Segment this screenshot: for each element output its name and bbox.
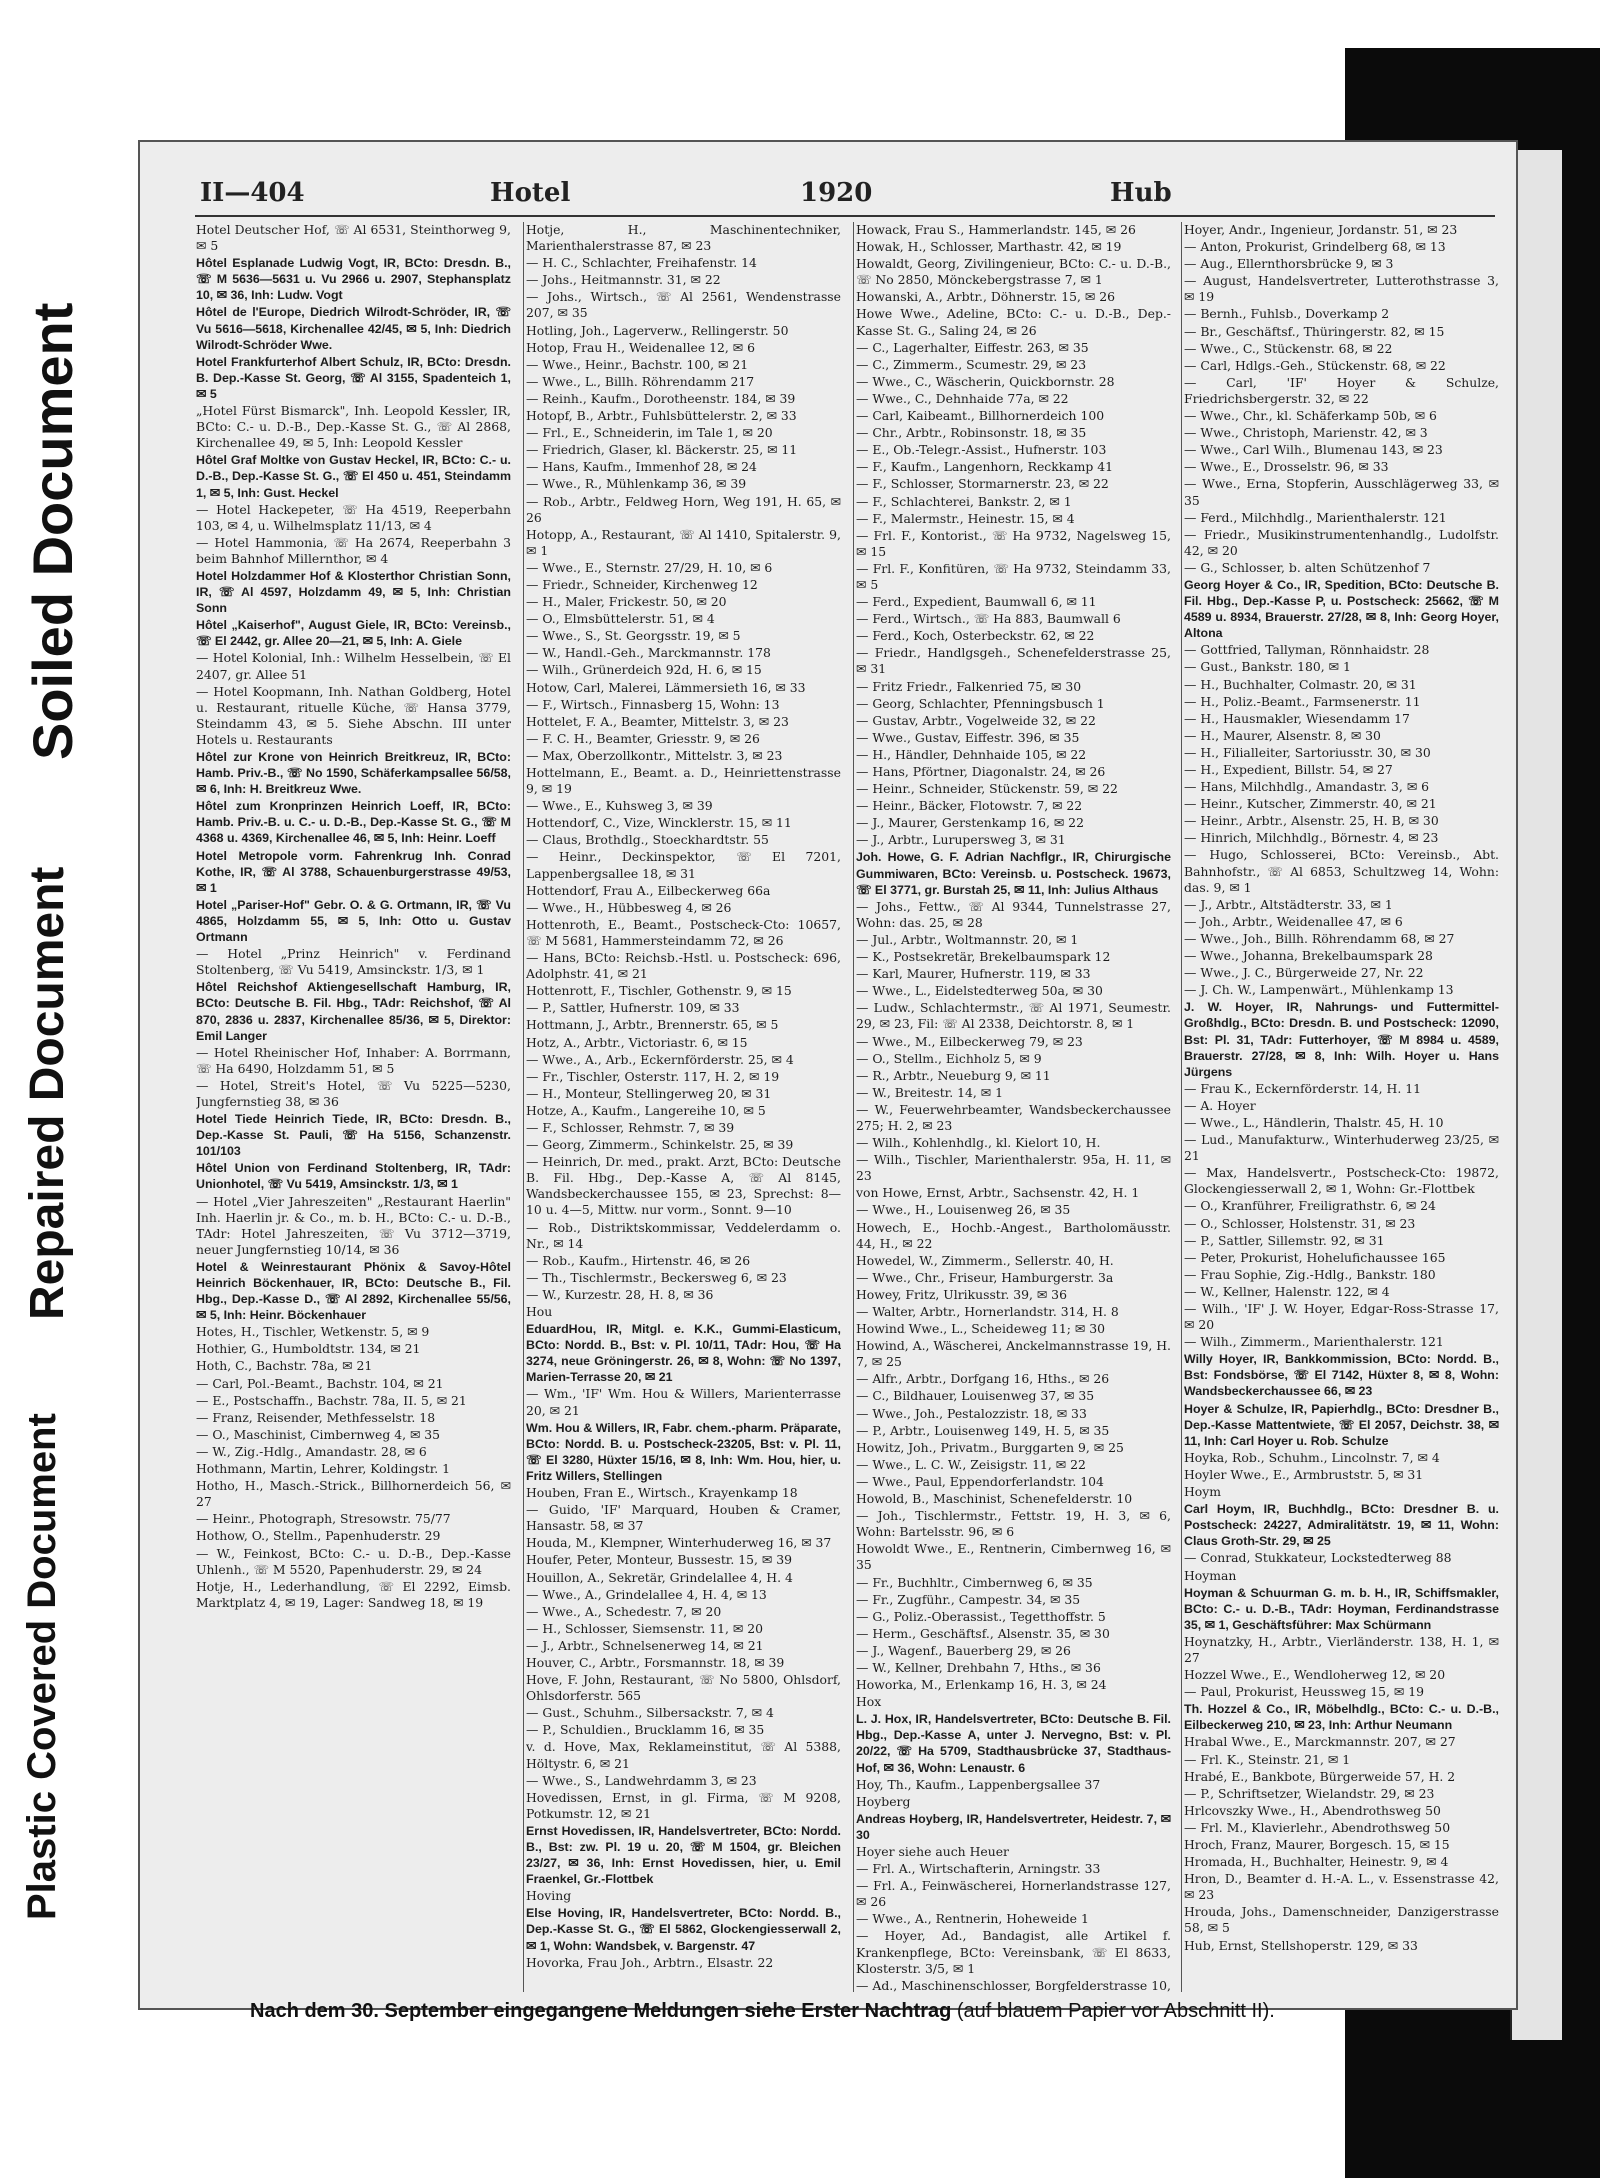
directory-entry: — F., Kaufm., Langenhorn, Reckkamp 41 — [856, 459, 1114, 475]
directory-entry: Hotel Metropole vorm. Fahrenkrug Inh. Conrad Kothe, IR, ☏ Al 3788, Schauenburgerstrasse 49/53, ✉ 1 — [196, 848, 511, 895]
header-left-word: Hotel — [490, 178, 571, 208]
directory-entry: — H., Filialleiter, Sartoriusstr. 30, ✉ 30 — [1184, 744, 1431, 760]
directory-entry: — Hans, BCto: Reichsb.-Hstl. u. Postscheck: 696, Adolphstr. 41, ✉ 21 — [526, 950, 841, 982]
directory-entry: — W., Kurzestr. 28, H. 8, ✉ 36 — [526, 1286, 714, 1302]
directory-entry: — Aug., Ellernthorsbrücke 9, ✉ 3 — [1184, 256, 1394, 272]
directory-entry: Howold, B., Maschinist, Schenefelderstr. 10 — [856, 1491, 1133, 1507]
directory-entry: Howe Wwe., Adeline, BCto: C.- u. D.-B., Dep.-Kasse St. G., Saling 24, ✉ 26 — [856, 306, 1171, 338]
directory-entry: Howorka, M., Erlenkamp 16, H. 3, ✉ 24 — [856, 1677, 1107, 1693]
directory-entry: — Hotel Rheinischer Hof, Inhaber: A. Borrmann, ☏ Ha 6490, Holzdamm 51, ✉ 5 — [196, 1044, 511, 1076]
directory-entry: — Ferd., Wirtsch., ☏ Ha 883, Baumwall 6 — [856, 611, 1121, 627]
directory-entry: — Wwe., H., Louisenweg 26, ✉ 35 — [856, 1202, 1071, 1218]
directory-entry: Hotel Tiede Heinrich Tiede, IR, BCto: Dresdn. B., Dep.-Kasse St. Pauli, ☏ Ha 5156, Schanzenstr. 101/103 — [196, 1112, 511, 1159]
directory-entry: — Wwe., C., Stückenstr. 68, ✉ 22 — [1184, 340, 1393, 356]
directory-entry: Hou — [526, 1304, 553, 1319]
directory-entry: — Hotel Kolonial, Inh.: Wilhelm Hesselbein, ☏ El 2407, gr. Allee 51 — [196, 650, 511, 682]
directory-entry: Hoyer & Schulze, IR, Papierhdlg., BCto: Dresdner B., Dep.-Kasse Mattentwiete, ☏ El 2057, Deichstr. 38, ✉ 11, Inh: Carl Hoyer u. Rob. Schulze — [1184, 1401, 1499, 1448]
directory-entry: — Friedr., Schneider, Kirchenweg 12 — [526, 576, 758, 592]
directory-entry: — F., Wirtsch., Finnasberg 15, Wohn: 13 — [526, 696, 780, 712]
directory-entry: Hottelmann, E., Beamt. a. D., Heinriettenstrasse 9, ✉ 19 — [526, 765, 841, 797]
directory-entry: Hôtel zum Kronprinzen Heinrich Loeff, IR, BCto: Hamb. Priv.-B. u. C.- u. D.-B., Dep.-Kasse St. G., ☏ M 4368 u. 4369, Kirchenallee 46, ✉ 5, Inh: Heinr. Loeff — [196, 799, 511, 846]
directory-entry: — Wwe., E., Sternstr. 27/29, H. 10, ✉ 6 — [526, 559, 773, 575]
column-3 — [856, 222, 1171, 1992]
directory-entry: — O., Maschinist, Cimbernweg 4, ✉ 35 — [196, 1426, 441, 1442]
directory-entry: — August, Handelsvertreter, Lutterothstrasse 3, ✉ 19 — [1184, 273, 1499, 305]
directory-entry: — Hotel „Vier Jahreszeiten" „Restaurant Haerlin" Inh. Haerlin jr. & Co., m. b. H., BCto: C.- u. D.-B., TAdr: Hotel Jahreszeiten, ☏ Vu 3712—3719, neuer Jungfernstieg 10/14, ✉ 36 — [196, 1193, 511, 1257]
directory-entry: — G., Schlosser, b. alten Schützenhof 7 — [1184, 559, 1431, 575]
directory-entry: — E., Postschaffn., Bachstr. 78a, II. 5, ✉ 21 — [196, 1392, 467, 1408]
directory-entry: L. J. Hox, IR, Handelsvertreter, BCto: Deutsche B. Fil. Hbg., Dep.-Kasse A, unter J. Nervegno, Bst: v. Pl. 20/22, ☏ Ha 5709, Stadthausbrücke 37, Stadthaus-Hof, ✉ 36, Wohn: Lenaustr. 6 — [856, 1712, 1171, 1775]
directory-entry: Howaldt, Georg, Zivilingenieur, BCto: C.- u. D.-B., ☏ No 2850, Mönckebergstrasse 7, ✉ 1 — [856, 256, 1171, 288]
directory-entry: — J. Ch. W., Lampenwärt., Mühlenkamp 13 — [1184, 982, 1454, 998]
directory-entry: — Hotel Hackepeter, ☏ Ha 4519, Reeperbahn 103, ✉ 4, u. Wilhelmsplatz 11/13, ✉ 4 — [196, 501, 511, 533]
directory-entry: — Hans, Pförtner, Diagonalstr. 24, ✉ 26 — [856, 764, 1106, 779]
directory-entry: — P., Schriftsetzer, Wielandstr. 29, ✉ 23 — [1184, 1785, 1435, 1801]
directory-entry: „Hotel Fürst Bismarck", Inh. Leopold Kessler, IR, BCto: C.- u. D.-B., Dep.-Kasse St. G., ☏ Al 2868, Kirchenallee 49, ✉ 5, Inh: Leopold Kessler — [196, 403, 511, 451]
directory-entry: Hotje, H., Lederhandlung, ☏ El 2292, Eimsb. Marktplatz 4, ✉ 19, Lager: Sandweg 18, ✉ 19 — [196, 1578, 511, 1610]
directory-entry: — Friedr., Handlgsgeh., Schenefelderstrasse 25, ✉ 31 — [856, 645, 1171, 677]
header-right-word: Hub — [1110, 178, 1172, 208]
directory-entry: Hottenrott, F., Tischler, Gothenstr. 9, ✉ 15 — [526, 983, 792, 999]
directory-entry: — Bernh., Fuhlsb., Doverkamp 2 — [1184, 306, 1390, 322]
directory-entry: — O., Schlosser, Holstenstr. 31, ✉ 23 — [1184, 1215, 1416, 1231]
directory-entry: Hotel Frankfurterhof Albert Schulz, IR, BCto: Dresdn. B. Dep.-Kasse St. Georg, ☏ Al 3155, Spadenteich 1, ✉ 5 — [196, 354, 511, 401]
directory-entry: Houillon, A., Sekretär, Grindelallee 4, H. 4 — [526, 1569, 793, 1585]
directory-entry: — W., Kellner, Halenstr. 122, ✉ 4 — [1184, 1283, 1390, 1299]
directory-entry: — W., Feinkost, BCto: C.- u. D.-B., Dep.-Kasse Uhlenh., ☏ M 5520, Papenhuderstr. 29, ✉ 24 — [196, 1545, 511, 1577]
directory-entry: Hôtel Esplanade Ludwig Vogt, IR, BCto: Dresdn. B., ☏ M 5636—5631 u. Vu 2966 u. 2907, Stephansplatz 10, ✉ 36, Inh: Ludw. Vogt — [196, 256, 511, 303]
directory-entry: — P., Arbtr., Louisenweg 149, H. 5, ✉ 35 — [856, 1422, 1110, 1438]
directory-entry: — Wilh., Zimmerm., Marienthalerstr. 121 — [1184, 1334, 1444, 1350]
directory-entry: — Guido, 'IF' Marquard, Houben & Cramer, Hansastr. 58, ✉ 37 — [526, 1502, 841, 1534]
directory-entry: Hothmann, Martin, Lehrer, Koldingstr. 1 — [196, 1461, 451, 1477]
directory-entry: — H., Monteur, Stellingerweg 20, ✉ 31 — [526, 1085, 772, 1101]
directory-entry: EduardHou, IR, Mitgl. e. K.K., Gummi-Elasticum, BCto: Nordd. B., Bst: v. Pl. 10/11, TAdr: Hou, ☏ Ha 3274, neue Gröningerstr. 26, ✉ 8, Wohn: ☏ No 1397, Marien-Terrasse 20, ✉ 21 — [526, 1322, 841, 1385]
directory-entry: — P., Sattler, Sillemstr. 92, ✉ 31 — [1184, 1232, 1385, 1248]
directory-entry: Hrabé, E., Bankbote, Bürgerweide 57, H. 2 — [1184, 1768, 1456, 1784]
directory-entry: — Hans, Milchhdlg., Amandastr. 3, ✉ 6 — [1184, 779, 1430, 795]
directory-entry: — Georg, Zimmerm., Schinkelstr. 25, ✉ 39 — [526, 1137, 794, 1153]
directory-entry: Hovedissen, Ernst, in gl. Firma, ☏ M 9208, Potkumstr. 12, ✉ 21 — [526, 1789, 841, 1821]
directory-entry: — Gustav, Arbtr., Vogelweide 32, ✉ 22 — [856, 712, 1096, 728]
directory-entry: — Wwe., Johanna, Brekelbaumspark 28 — [1184, 948, 1433, 964]
directory-entry: — Fritz Friedr., Falkenried 75, ✉ 30 — [856, 678, 1082, 694]
directory-entry: — Heinrich, Dr. med., prakt. Arzt, BCto: Deutsche B. Fil. Hbg., Dep.-Kasse A, ☏ Al 8145, Wandsbeckerchaussee 155, ✉ 23, Sprechst: 8—10 u. 4—5, Mittw. nur vorm., Sonnt. 9—10 — [526, 1154, 841, 1218]
directory-entry: — Friedrich, Glaser, kl. Bäckerstr. 25, ✉ 11 — [526, 442, 798, 458]
directory-entry: — Wwe., Joh., Billh. Röhrendamm 68, ✉ 27 — [1184, 930, 1455, 946]
column-2 — [526, 222, 841, 1992]
page-number: II—404 — [200, 178, 305, 208]
directory-entry: — Wwe., H., Hübbesweg 4, ✉ 26 — [526, 899, 732, 915]
directory-entry: — H., Maler, Frickestr. 50, ✉ 20 — [526, 594, 727, 610]
directory-entry: — Wwe., Erna, Stopferin, Ausschlägerweg 33, ✉ 35 — [1184, 476, 1499, 508]
directory-entry: Georg Hoyer & Co., IR, Spedition, BCto: Deutsche B. Fil. Hbg., Dep.-Kasse P, u. Postscheck: 25662, ☏ M 4589 u. 8934, Brauerstr. 27/28, ✉ 8, Inh: Georg Hoyer, Altona — [1184, 577, 1499, 641]
directory-entry: — K., Postsekretär, Brekelbaumspark 12 — [856, 949, 1111, 965]
directory-entry: Howak, H., Schlosser, Marthastr. 42, ✉ 19 — [856, 239, 1122, 255]
directory-entry: — O., Elmsbüttelerstr. 51, ✉ 4 — [526, 611, 715, 627]
directory-entry: — Carl, Pol.-Beamt., Bachstr. 104, ✉ 21 — [196, 1375, 444, 1391]
directory-entry: — Claus, Brothdlg., Stoeckhardtstr. 55 — [526, 832, 769, 848]
directory-entry: — Gust., Schuhm., Silbersackstr. 7, ✉ 4 — [526, 1705, 774, 1721]
directory-entry: Hovorka, Frau Joh., Arbtrn., Elsastr. 22 — [526, 1954, 774, 1970]
directory-entry: — Rob., Distriktskommissar, Veddelerdamm o. Nr., ✉ 14 — [526, 1219, 841, 1251]
directory-entry: — Heinr., Schneider, Stückenstr. 59, ✉ 22 — [856, 781, 1118, 797]
directory-entry: — Wwe., Gustav, Eiffestr. 396, ✉ 35 — [856, 729, 1080, 745]
directory-entry: — Frl. A., Feinwäscherei, Hornerlandstrasse 127, ✉ 26 — [856, 1878, 1171, 1910]
directory-entry: Howech, E., Hochb.-Angest., Bartholomäusstr. 44, H., ✉ 22 — [856, 1219, 1171, 1251]
column-4 — [1184, 222, 1499, 1992]
directory-entry: Hotes, H., Tischler, Wetkenstr. 5, ✉ 9 — [196, 1324, 430, 1340]
directory-entry: — H., Poliz.-Beamt., Farmsenerstr. 11 — [1184, 693, 1421, 709]
directory-entry: — Wwe., C., Dehnhaide 77a, ✉ 22 — [856, 390, 1069, 406]
directory-entry: — Wwe., C., Wäscherin, Quickbornstr. 28 — [856, 373, 1115, 389]
directory-entry: — F., Schlosser, Rehmstr. 7, ✉ 39 — [526, 1119, 735, 1135]
directory-entry: — Rob., Arbtr., Feldweg Horn, Weg 191, H. 65, ✉ 26 — [526, 493, 841, 525]
directory-entry: — Joh., Arbtr., Weidenallee 47, ✉ 6 — [1184, 913, 1403, 929]
directory-entry: — P., Sattler, Hufnerstr. 109, ✉ 33 — [526, 1000, 740, 1016]
directory-entry: — H., Buchhalter, Colmastr. 20, ✉ 31 — [1184, 676, 1417, 692]
directory-entry: Howind, A., Wäscherei, Anckelmannstrasse 19, H. 7, ✉ 25 — [856, 1338, 1171, 1370]
directory-entry: — Hinrich, Milchhdlg., Börnestr. 4, ✉ 23 — [1184, 830, 1439, 846]
header-rule — [195, 215, 1495, 217]
directory-entry: Hoyer, Andr., Ingenieur, Jordanstr. 51, ✉ 23 — [1184, 222, 1458, 237]
directory-entry: Hoth, C., Bachstr. 78a, ✉ 21 — [196, 1358, 373, 1374]
directory-entry: — Conrad, Stukkateur, Lockstedterweg 88 — [1184, 1550, 1452, 1566]
condition-labels — [20, 200, 110, 1920]
directory-entry: — Reinh., Kaufm., Dorotheenstr. 184, ✉ 39 — [526, 390, 796, 406]
directory-entry: — Wwe., E., Drosselstr. 96, ✉ 33 — [1184, 459, 1389, 475]
directory-entry: Howack, Frau S., Hammerlandstr. 145, ✉ 26 — [856, 222, 1136, 237]
directory-entry: — H. C., Schlachter, Freihafenstr. 14 — [526, 255, 757, 271]
directory-entry: J. W. Hoyer, IR, Nahrungs- und Futtermittel-Großhdlg., BCto: Dresdn. B. und Postscheck: 12090, Bst: Pl. 31, TAdr: Futterhoyer, ☏ M 8984 u. 4589, Brauerstr. 27/28, ✉ 8, Inh: Wilh. Hoyer u. Hans Jürgens — [1184, 1000, 1499, 1079]
directory-entry: — Wwe., Joh., Pestalozzistr. 18, ✉ 33 — [856, 1405, 1087, 1421]
directory-entry: — Alfr., Arbtr., Dorfgang 16, Hths., ✉ 26 — [856, 1371, 1110, 1387]
directory-entry: — P., Schuldien., Brucklamm 16, ✉ 35 — [526, 1722, 765, 1738]
directory-entry: — O., Stellm., Eichholz 5, ✉ 9 — [856, 1050, 1042, 1066]
directory-entry: — F., Schlachterei, Bankstr. 2, ✉ 1 — [856, 493, 1072, 509]
directory-entry: — J., Maurer, Gerstenkamp 16, ✉ 22 — [856, 815, 1084, 831]
directory-entry: Andreas Hoyberg, IR, Handelsvertreter, Heidestr. 7, ✉ 30 — [856, 1811, 1171, 1842]
directory-entry: — R., Arbtr., Neueburg 9, ✉ 11 — [856, 1067, 1051, 1083]
header-year: 1920 — [800, 178, 873, 208]
directory-entry: Howitz, Joh., Privatm., Burggarten 9, ✉ 25 — [856, 1439, 1124, 1455]
directory-entry: — Joh., Tischlermstr., Fettstr. 19, H. 3, ✉ 6, Wohn: Bartelsstr. 96, ✉ 6 — [856, 1508, 1171, 1540]
directory-entry: — Lud., Manufakturw., Winterhuderweg 23/25, ✉ 21 — [1184, 1132, 1499, 1164]
directory-entry: Hotel Deutscher Hof, ☏ Al 6531, Steinthorweg 9, ✉ 5 — [196, 222, 511, 254]
directory-entry: — Wwe., E., Kuhsweg 3, ✉ 39 — [526, 798, 713, 814]
directory-entry: — Wwe., M., Eilbeckerweg 79, ✉ 23 — [856, 1033, 1083, 1049]
directory-entry: Hotho, H., Masch.-Strick., Billhornerdeich 56, ✉ 27 — [196, 1478, 511, 1510]
directory-entry: von Howe, Ernst, Arbtr., Sachsenstr. 42, H. 1 — [856, 1185, 1140, 1201]
directory-entry: — Wwe., A., Grindelallee 4, H. 4, ✉ 13 — [526, 1586, 767, 1602]
directory-entry: Hotel „Pariser-Hof" Gebr. O. & G. Ortmann, IR, ☏ Vu 4865, Holzdamm 55, ✉ 5, Inh: Otto u. Gustav Ortmann — [196, 897, 511, 945]
directory-entry: — Wwe., Chr., kl. Schäferkamp 50b, ✉ 6 — [1184, 408, 1437, 424]
directory-entry: Else Hoving, IR, Handelsvertreter, BCto: Nordd. B., Dep.-Kasse St. G., ☏ El 5862, Glockengiesserwall 2, ✉ 1, Wohn: Wandsbek, v. Bargenstr. 47 — [526, 1906, 841, 1953]
directory-entry: Hottendorf, C., Vize, Wincklerstr. 15, ✉ 11 — [526, 815, 792, 831]
directory-entry: — Wilh., Tischler, Marienthalerstr. 95a, H. 11, ✉ 23 — [856, 1152, 1171, 1184]
directory-entry: — W., Handl.-Geh., Marckmannstr. 178 — [526, 645, 771, 661]
directory-entry: — H., Händler, Dehnhaide 105, ✉ 22 — [856, 746, 1087, 762]
directory-entry: — Frau Sophie, Zig.-Hdlg., Bankstr. 180 — [1184, 1266, 1436, 1282]
directory-entry: Hrabal Wwe., E., Marckmannstr. 207, ✉ 27 — [1184, 1734, 1456, 1750]
directory-entry: Hotel & Weinrestaurant Phönix & Savoy-Hôtel Heinrich Böckenhauer, IR, BCto: Deutsche B., Fil. Hbg., Dep.-Kasse D., ☏ Al 2892, Kirchenallee 55/56, ✉ 5, Inh: Heinr. Böckenhauer — [196, 1259, 511, 1323]
directory-entry: Hottmann, J., Arbtr., Brennerstr. 65, ✉ 5 — [526, 1017, 779, 1033]
directory-entry: — Wwe., L., Billh. Röhrendamm 217 — [526, 373, 755, 389]
directory-entry: — Wwe., L., Eidelstedterweg 50a, ✉ 30 — [856, 983, 1103, 999]
directory-entry: — Carl, Kaibeamt., Billhornerdeich 100 — [856, 408, 1105, 424]
directory-entry: — J., Arbtr., Lurupersweg 3, ✉ 31 — [856, 832, 1066, 848]
directory-entry: Hotje, H., Maschinentechniker, Marienthalerstrasse 87, ✉ 23 — [526, 222, 841, 254]
footer-bold: Nach dem 30. September eingegangene Meldungen siehe Erster Nachtrag — [250, 2000, 952, 2022]
directory-entry: — Wwe., Carl Wilh., Blumenau 143, ✉ 23 — [1184, 442, 1443, 458]
directory-entry: — W., Feuerwehrbeamter, Wandsbeckerchaussee 275; H. 2, ✉ 23 — [856, 1101, 1171, 1133]
directory-entry: — Heinr., Arbtr., Alsenstr. 25, H. B, ✉ 30 — [1184, 813, 1439, 829]
directory-entry: Carl Hoym, IR, Buchhdlg., BCto: Dresdner B. u. Postscheck: 24227, Admiralitätstr. 19, ✉ 11, Wohn: Claus Groth-Str. 29, ✉ 25 — [1184, 1502, 1499, 1549]
label-repaired: Repaired Document — [21, 866, 74, 1320]
directory-entry: — J., Arbtr., Altstädterstr. 33, ✉ 1 — [1184, 896, 1393, 912]
directory-entry: Hrlcovszky Wwe., H., Abendrothsweg 50 — [1184, 1802, 1441, 1818]
directory-entry: — Hugo, Schlosserei, BCto: Vereinsb., Abt. Bahnhofstr., ☏ Al 6853, Schultzweg 14, Wohn: das. 9, ✉ 1 — [1184, 847, 1499, 895]
directory-entry: — Jul., Arbtr., Woltmannstr. 20, ✉ 1 — [856, 931, 1079, 947]
directory-entry: — Georg, Schlachter, Pfenningsbusch 1 — [856, 695, 1105, 711]
directory-entry: — Johs., Fettw., ☏ Al 9344, Tunnelstrasse 27, Wohn: das. 25, ✉ 28 — [856, 898, 1171, 930]
directory-entry: Howind Wwe., L., Scheideweg 11; ✉ 30 — [856, 1321, 1105, 1337]
directory-entry: Joh. Howe, G. F. Adrian Nachflgr., IR, Chirurgische Gummiwaren, BCto: Vereinsb. u. Postscheck. 19673, ☏ El 3771, gr. Burstah 25, ✉ 11, Inh: Julius Althaus — [856, 850, 1171, 897]
directory-entry: Hôtel de l'Europe, Diedrich Wilrodt-Schröder, IR, ☏ Vu 5616—5618, Kirchenallee 42/45, ✉ 5, Inh: Diedrich Wilrodt-Schröder Wwe. — [196, 305, 511, 352]
directory-columns — [196, 222, 1499, 1992]
directory-entry: Hothow, O., Stellm., Papenhuderstr. 29 — [196, 1528, 441, 1544]
directory-entry: — Gottfried, Tallyman, Rönnhaidstr. 28 — [1184, 642, 1430, 658]
directory-entry: Howanski, A., Arbtr., Döhnerstr. 15, ✉ 26 — [856, 289, 1115, 305]
directory-entry: v. d. Hove, Max, Reklameinstitut, ☏ Al 5388, Höltystr. 6, ✉ 21 — [526, 1739, 841, 1771]
directory-entry: — Frl. M., Klavierlehr., Abendrothsweg 50 — [1184, 1819, 1451, 1835]
directory-entry: — Wilh., 'IF' J. W. Hoyer, Edgar-Ross-Strasse 17, ✉ 20 — [1184, 1301, 1499, 1333]
directory-entry: Hottelet, F. A., Beamter, Mittelstr. 3, ✉ 23 — [526, 713, 789, 729]
directory-entry: Houda, M., Klempner, Winterhuderweg 16, ✉ 37 — [526, 1535, 832, 1551]
directory-entry: — Ad., Maschinenschlosser, Borgfelderstrasse 10, — [856, 1977, 1171, 1992]
directory-entry: Hôtel „Kaiserhof", August Giele, IR, BCto: Vereinsb., ☏ El 2442, gr. Allee 20—21, ✉ 5, Inh: A. Giele — [196, 618, 511, 649]
directory-entry: Hoy, Th., Kaufm., Lappenbergsallee 37 — [856, 1776, 1101, 1792]
directory-entry: — Frl. A., Wirtschafterin, Arningstr. 33 — [856, 1861, 1101, 1877]
directory-entry: — Franz, Reisender, Methfesselstr. 18 — [196, 1409, 436, 1425]
directory-entry: Hoyler Wwe., E., Armbruststr. 5, ✉ 31 — [1184, 1466, 1424, 1482]
directory-entry: — J., Arbtr., Schnelsenerweg 14, ✉ 21 — [526, 1637, 764, 1653]
directory-entry: — Ludw., Schlachtermstr., ☏ Al 1971, Seumestr. 29, ✉ 23, Fil: ☏ Al 2338, Deichtorstr. 8, ✉ 1 — [856, 1000, 1171, 1032]
directory-entry: — H., Hausmakler, Wiesendamm 17 — [1184, 710, 1410, 726]
directory-entry: Hôtel Reichshof Aktiengesellschaft Hamburg, IR, BCto: Deutsche B. Fil. Hbg., TAdr: Reichshof, ☏ Al 870, 2836 u. 2837, Kirchenallee 85/36, ✉ 5, Direktor: Emil Langer — [196, 980, 511, 1043]
footer-note — [250, 2000, 1400, 2023]
directory-entry: Hôtel Union von Ferdinand Stoltenberg, IR, TAdr: Unionhotel, ☏ Vu 5419, Amsinckstr. 1/3, ✉ 1 — [196, 1161, 511, 1192]
directory-entry: Howoldt Wwe., E., Rentnerin, Cimbernweg 16, ✉ 35 — [856, 1541, 1171, 1573]
directory-entry: Hoyman — [1184, 1567, 1237, 1583]
directory-entry: Hoving — [526, 1888, 572, 1904]
directory-entry: — Th., Tischlermstr., Beckersweg 6, ✉ 23 — [526, 1269, 787, 1285]
directory-entry: — Heinr., Bäcker, Flotowstr. 7, ✉ 22 — [856, 798, 1083, 814]
directory-entry: — H., Schlosser, Siemsenstr. 11, ✉ 20 — [526, 1620, 763, 1636]
directory-entry: Willy Hoyer, IR, Bankkommission, BCto: Nordd. B., Bst: Fondsbörse, ☏ El 7142, Hüxter 8, ✉ 8, Wohn: Wandsbeckerchaussee 66, ✉ 23 — [1184, 1352, 1499, 1399]
directory-entry: Hub, Ernst, Stellshoperstr. 129, ✉ 33 — [1184, 1937, 1418, 1953]
directory-entry: — Karl, Maurer, Hufnerstr. 119, ✉ 33 — [856, 966, 1091, 982]
directory-entry: Hoym — [1184, 1484, 1222, 1500]
directory-entry: — W., Zig.-Hdlg., Amandastr. 28, ✉ 6 — [196, 1443, 427, 1459]
directory-entry: — Rob., Kaufm., Hirtenstr. 46, ✉ 26 — [526, 1252, 751, 1268]
directory-entry: Hozzel Wwe., E., Wendloherweg 12, ✉ 20 — [1184, 1667, 1446, 1683]
directory-entry: — Fr., Buchhltr., Cimbernweg 6, ✉ 35 — [856, 1574, 1093, 1590]
directory-entry: — Wwe., Chr., Friseur, Hamburgerstr. 3a — [856, 1269, 1114, 1285]
directory-entry: — Carl, Hdlgs.-Geh., Stückenstr. 68, ✉ 22 — [1184, 357, 1446, 373]
directory-entry: — Max, Oberzollkontr., Mittelstr. 3, ✉ 23 — [526, 747, 783, 763]
directory-entry: — O., Kranführer, Freiligrathstr. 6, ✉ 24 — [1184, 1198, 1436, 1214]
directory-entry: Hotel Holzdammer Hof & Klosterthor Christian Sonn, IR, ☏ Al 4597, Holzdamm 49, ✉ 5, Inh: Christian Sonn — [196, 568, 511, 616]
directory-entry: Hroch, Franz, Maurer, Borgesch. 15, ✉ 15 — [1184, 1837, 1450, 1852]
directory-entry: Wm. Hou & Willers, IR, Fabr. chem.-pharm. Präparate, BCto: Nordd. B. u. Postscheck-23205, Bst: v. Pl. 11, ☏ El 3280, Hüxter 15/16, ✉ 8, Inh: Wm. Hou, hier, u. Fritz Willers, Stellingen — [526, 1420, 841, 1483]
directory-entry: — Wwe., A., Arb., Eckernförderstr. 25, ✉ 4 — [526, 1051, 794, 1067]
directory-entry: Hromada, H., Buchhalter, Heinestr. 9, ✉ 4 — [1184, 1854, 1449, 1870]
directory-entry: — Wwe., L., Händlerin, Thalstr. 45, H. 10 — [1184, 1114, 1444, 1130]
directory-entry: — H., Maurer, Alsenstr. 8, ✉ 30 — [1184, 727, 1381, 743]
directory-entry: Hotling, Joh., Lagerverw., Rellingerstr. 50 — [526, 322, 789, 338]
directory-entry: Hôtel zur Krone von Heinrich Breitkreuz, IR, BCto: Hamb. Priv.-B., ☏ No 1590, Schäferkampsallee 56/58, ✉ 6, Inh: H. Breitkreuz Wwe. — [196, 750, 511, 797]
directory-entry: — Frau K., Eckernförderstr. 14, H. 11 — [1184, 1080, 1421, 1096]
directory-entry: — Heinr., Photograph, Stresowstr. 75/77 — [196, 1511, 451, 1527]
directory-entry: — Ferd., Koch, Osterbeckstr. 62, ✉ 22 — [856, 628, 1095, 644]
directory-entry: Howey, Fritz, Ulrikusstr. 39, ✉ 36 — [856, 1286, 1067, 1302]
directory-entry: — Wwe., J. C., Bürgerweide 27, Nr. 22 — [1184, 965, 1424, 981]
directory-entry: Hoyman & Schuurman G. m. b. H., IR, Schiffsmakler, BCto: C.- u. D.-B., TAdr: Hoyman, Ferdinandstrasse 35, ✉ 1, Geschäftsführer: Max Schürmann — [1184, 1585, 1499, 1632]
directory-entry: — E., Ob.-Telegr.-Assist., Hufnerstr. 103 — [856, 442, 1107, 458]
directory-entry: — Wwe., R., Mühlenkamp 36, ✉ 39 — [526, 476, 747, 492]
label-plastic-covered: Plastic Covered Document — [20, 1413, 64, 1920]
directory-entry: — Carl, 'IF' Hoyer & Schulze, Friedrichsbergerstr. 32, ✉ 22 — [1184, 374, 1499, 406]
directory-entry: — Gust., Bankstr. 180, ✉ 1 — [1184, 659, 1351, 675]
directory-entry: — Walter, Arbtr., Hornerlandstr. 314, H. 8 — [856, 1304, 1119, 1319]
directory-entry: — Heinr., Deckinspektor, ☏ El 7201, Lappenbergsallee 18, ✉ 31 — [526, 849, 841, 881]
page-header — [200, 178, 1380, 214]
directory-entry: — Fr., Tischler, Osterstr. 117, H. 2, ✉ 19 — [526, 1068, 780, 1084]
directory-entry: Hôtel Graf Moltke von Gustav Heckel, IR, BCto: C.- u. D.-B., Dep.-Kasse St. G., ☏ El 450 u. 451, Steindamm 1, ✉ 5, Inh: Gust. Heckel — [196, 453, 511, 500]
directory-entry: — Wilh., Grünerdeich 92d, H. 6, ✉ 15 — [526, 662, 762, 678]
directory-entry: Hottenroth, E., Beamt., Postscheck-Cto: 10657, ☏ M 5681, Hammersteindamm 72, ✉ 26 — [526, 916, 841, 948]
directory-entry: — F., Malermstr., Heinestr. 15, ✉ 4 — [856, 510, 1075, 526]
directory-entry: Howedel, W., Zimmerm., Sellerstr. 40, H. — [856, 1252, 1114, 1268]
directory-entry: — Wwe., A., Schedestr. 7, ✉ 20 — [526, 1603, 722, 1619]
directory-entry: — Johs., Heitmannstr. 31, ✉ 22 — [526, 272, 721, 288]
directory-entry: — Herm., Geschäftsf., Alsenstr. 35, ✉ 30 — [856, 1625, 1110, 1641]
directory-entry: Ernst Hovedissen, IR, Handelsvertreter, BCto: Nordd. B., Bst: zw. Pl. 19 u. 20, ☏ M 1504, gr. Bleichen 23/27, ✉ 36, Inh: Ernst Hovedissen, hier, u. Emil Fraenkel, Gr.-Flottbek — [526, 1823, 841, 1887]
directory-entry: — Wwe., S., St. Georgsstr. 19, ✉ 5 — [526, 628, 741, 644]
directory-entry: Hove, F. John, Restaurant, ☏ No 5800, Ohlsdorf, Ohlsdorferstr. 565 — [526, 1672, 841, 1704]
directory-entry: — Hoyer, Ad., Bandagist, alle Artikel f. Krankenpflege, BCto: Vereinsbank, ☏ El 8633, Klosterstr. 3/5, ✉ 1 — [856, 1928, 1171, 1976]
directory-entry: — Peter, Prokurist, Hohelufichaussee 165 — [1184, 1249, 1446, 1265]
directory-entry: — F., Schlosser, Stormarnerstr. 23, ✉ 22 — [856, 476, 1109, 492]
directory-entry: — Johs., Wirtsch., ☏ Al 2561, Wendenstrasse 207, ✉ 35 — [526, 289, 841, 321]
directory-entry: — Ferd., Milchhdlg., Marienthalerstr. 121 — [1184, 509, 1447, 525]
directory-entry: Hotz, A., Arbtr., Victoriastr. 6, ✉ 15 — [526, 1034, 748, 1050]
directory-entry: — Wm., 'IF' Wm. Hou & Willers, Marienterrasse 20, ✉ 21 — [526, 1386, 841, 1418]
directory-entry: Hoynatzky, H., Arbtr., Vierländerstr. 138, H. 1, ✉ 27 — [1184, 1633, 1499, 1665]
directory-entry: Hothier, G., Humboldtstr. 134, ✉ 21 — [196, 1341, 421, 1357]
directory-entry: Houfer, Peter, Monteur, Bussestr. 15, ✉ 39 — [526, 1552, 792, 1568]
directory-entry: — Chr., Arbtr., Robinsonstr. 18, ✉ 35 — [856, 425, 1087, 441]
label-soiled: Soiled Document — [21, 302, 84, 760]
directory-entry: — F. C. H., Beamter, Griesstr. 9, ✉ 26 — [526, 730, 760, 746]
directory-entry: Th. Hozzel & Co., IR, Möbelhdlg., BCto: C.- u. D.-B., Eilbeckerweg 210, ✉ 23, Inh: Arthur Neumann — [1184, 1702, 1499, 1733]
directory-entry: — Hans, Kaufm., Immenhof 28, ✉ 24 — [526, 459, 757, 475]
directory-entry: Hrouda, Johs., Damenschneider, Danzigerstrasse 58, ✉ 5 — [1184, 1904, 1499, 1936]
directory-entry: — Hotel Koopmann, Inh. Nathan Goldberg, Hotel u. Restaurant, rituelle Küche, ☏ Hansa 3779, Steindamm 43, ✉ 5. Siehe Abschn. III unter Hotels u. Restaurants — [196, 683, 511, 747]
directory-entry: Houver, C., Arbtr., Forsmannstr. 18, ✉ 39 — [526, 1654, 785, 1670]
directory-entry: — Wwe., Heinr., Bachstr. 100, ✉ 21 — [526, 356, 749, 372]
directory-entry: — J., Wagenf., Bauerberg 29, ✉ 26 — [856, 1642, 1071, 1658]
directory-entry: — G., Poliz.-Oberassist., Tegetthoffstr. 5 — [856, 1608, 1106, 1624]
directory-entry: — C., Bildhauer, Louisenweg 37, ✉ 35 — [856, 1388, 1095, 1404]
directory-entry: — A. Hoyer — [1184, 1097, 1256, 1113]
directory-entry: — Wilh., Kohlenhdlg., kl. Kielort 10, H. — [856, 1135, 1101, 1151]
directory-entry: — C., Zimmerm., Scumestr. 29, ✉ 23 — [856, 356, 1087, 372]
directory-entry: — Hotel „Prinz Heinrich" v. Ferdinand Stoltenberg, ☏ Vu 5419, Amsinckstr. 1/3, ✉ 1 — [196, 946, 511, 978]
directory-entry: Hotow, Carl, Malerei, Lämmersieth 16, ✉ 33 — [526, 679, 806, 695]
directory-entry: — Friedr., Musikinstrumentenhandlg., Ludolfstr. 42, ✉ 20 — [1184, 526, 1499, 558]
directory-entry: — Max, Handelsvertr., Postscheck-Cto: 19872, Glockengiesserwall 2, ✉ 1, Wohn: Gr.-Flottbek — [1184, 1165, 1499, 1197]
directory-entry: Hottendorf, Frau A., Eilbeckerweg 66a — [526, 882, 771, 898]
directory-entry: — Hotel, Streit's Hotel, ☏ Vu 5225—5230, Jungfernstieg 38, ✉ 36 — [196, 1077, 511, 1109]
directory-entry: — Hotel Hammonia, ☏ Ha 2674, Reeperbahn 3 beim Bahnhof Millernthor, ✉ 4 — [196, 534, 511, 566]
directory-entry: — Frl. F., Kontorist., ☏ Ha 9732, Nagelsweg 15, ✉ 15 — [856, 527, 1171, 559]
directory-entry: Hoyer siehe auch Heuer — [856, 1844, 1009, 1859]
directory-entry: — Wwe., Paul, Eppendorferlandstr. 104 — [856, 1473, 1104, 1489]
directory-entry: — Frl. F., Konfitüren, ☏ Ha 9732, Steindamm 33, ✉ 5 — [856, 560, 1171, 592]
directory-entry: — Wwe., A., Rentnerin, Hoheweide 1 — [856, 1911, 1089, 1927]
directory-entry: — Fr., Zugführ., Campestr. 34, ✉ 35 — [856, 1591, 1081, 1607]
directory-entry: — Ferd., Expedient, Baumwall 6, ✉ 11 — [856, 594, 1097, 610]
column-1 — [196, 222, 511, 1992]
directory-entry: — Frl., E., Schneiderin, im Tale 1, ✉ 20 — [526, 425, 773, 441]
directory-entry: Hoyberg — [856, 1793, 911, 1809]
directory-entry: — Anton, Prokurist, Grindelberg 68, ✉ 13 — [1184, 239, 1446, 255]
directory-entry: — H., Expedient, Billstr. 54, ✉ 27 — [1184, 762, 1393, 777]
directory-entry: — Wwe., Christoph, Marienstr. 42, ✉ 3 — [1184, 425, 1428, 441]
directory-entry: — W., Kellner, Drehbahn 7, Hths., ✉ 36 — [856, 1659, 1101, 1675]
directory-entry: Hox — [856, 1694, 882, 1710]
directory-entry: — C., Lagerhalter, Eiffestr. 263, ✉ 35 — [856, 339, 1089, 355]
directory-entry: Hotopp, A., Restaurant, ☏ Al 1410, Spitalerstr. 9, ✉ 1 — [526, 526, 841, 558]
directory-entry: Hoyka, Rob., Schuhm., Lincolnstr. 7, ✉ 4 — [1184, 1449, 1440, 1465]
directory-entry: — Br., Geschäftsf., Thüringerstr. 82, ✉ 15 — [1184, 323, 1445, 339]
directory-entry: Hron, D., Beamter d. H.-A. L., v. Essenstrasse 42, ✉ 23 — [1184, 1871, 1499, 1903]
directory-entry: Hotze, A., Kaufm., Langereihe 10, ✉ 5 — [526, 1102, 766, 1118]
directory-entry: — Wwe., S., Landwehrdamm 3, ✉ 23 — [526, 1772, 757, 1788]
footer-rest: (auf blauem Papier vor Abschnitt II). — [956, 2000, 1275, 2022]
directory-entry: — Paul, Prokurist, Heussweg 15, ✉ 19 — [1184, 1684, 1425, 1700]
directory-entry: Hotop, Frau H., Weidenallee 12, ✉ 6 — [526, 339, 755, 355]
directory-entry: — Wwe., L. C. W., Zeisigstr. 11, ✉ 22 — [856, 1456, 1086, 1472]
directory-entry: Hotopf, B., Arbtr., Fuhlsbüttelerstr. 2, ✉ 33 — [526, 408, 797, 424]
directory-entry: Houben, Fran E., Wirtsch., Krayenkamp 18 — [526, 1485, 798, 1501]
directory-entry: — Heinr., Kutscher, Zimmerstr. 40, ✉ 21 — [1184, 796, 1437, 812]
directory-entry: — W., Breitestr. 14, ✉ 1 — [856, 1084, 1003, 1100]
directory-entry: — Frl. K., Steinstr. 21, ✉ 1 — [1184, 1751, 1351, 1767]
